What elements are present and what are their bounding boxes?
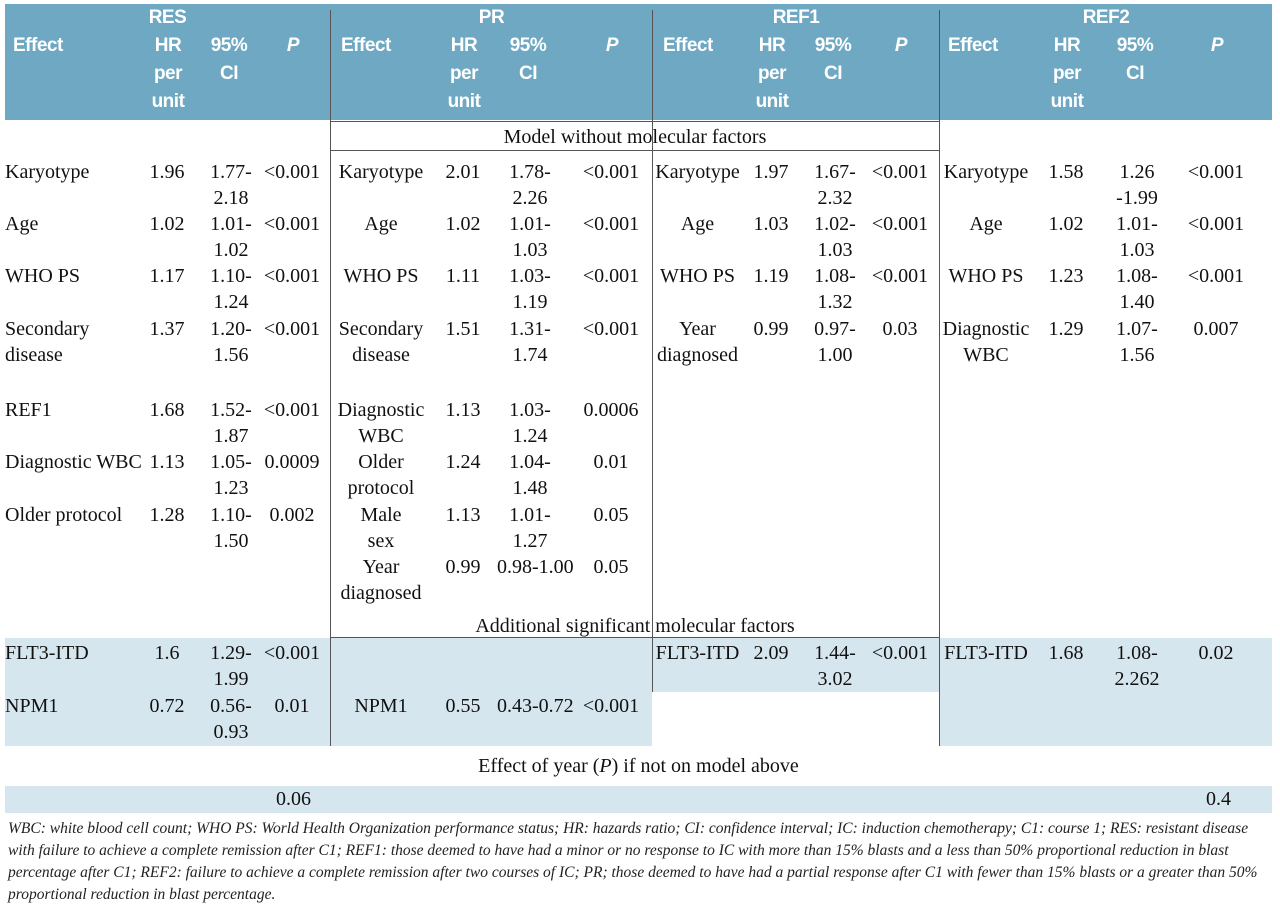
res-hr-cell: 1.6 (154, 642, 180, 664)
res-ci-cell: 1.77- (210, 161, 252, 183)
ref2-hr-cell: 1.02 (1048, 213, 1084, 235)
pr-p-cell: 0.0006 (583, 399, 639, 421)
res-p-cell: <0.001 (263, 642, 321, 664)
ref2-ci-cell: 1.08- (1116, 265, 1158, 287)
ref1-ci-header: CI (824, 63, 842, 84)
pr-effect-cell: Male (360, 504, 402, 526)
ref2-ci-cell: 1.03 (1119, 239, 1155, 261)
ref2-p-cell: <0.001 (1187, 265, 1245, 287)
ref1-ci-cell: 1.00 (817, 344, 853, 366)
res-ci-cell: 1.29- (210, 642, 252, 664)
divider-ref1-ref2 (939, 10, 940, 746)
ref2-effect-cell: Karyotype (943, 161, 1029, 183)
pr-ci-cell: 2.26 (512, 187, 548, 209)
pr-p-cell: 0.01 (593, 451, 629, 473)
pr-ci-cell: 1.27 (512, 530, 548, 552)
pr-effect-cell: WHO PS (343, 265, 419, 287)
res-p-cell: <0.001 (263, 161, 321, 183)
year-section-text: Effect of year (P) if not on model above (478, 755, 799, 777)
res-effect-cell: WHO PS (5, 265, 81, 287)
ref1-effect-cell: Age (680, 213, 715, 235)
ref2-p-cell: <0.001 (1187, 161, 1245, 183)
res-p-cell: 0.0009 (264, 451, 320, 473)
ref1-p-cell: <0.001 (871, 161, 929, 183)
res-ci-cell: 1.20- (210, 318, 252, 340)
pr-p-header: P (605, 35, 619, 56)
ref2-hr-cell: 1.23 (1048, 265, 1084, 287)
pr-group-title: PR (478, 7, 505, 28)
ref1-hr-header: per (757, 63, 787, 84)
ref1-hr-cell: 0.99 (753, 318, 789, 340)
ref2-ci-header: 95% (1116, 35, 1154, 56)
ref1-p-cell: <0.001 (871, 642, 929, 664)
ref1-ci-header: 95% (814, 35, 852, 56)
pr-ci-cell: 1.03 (512, 239, 548, 261)
res-hr-header: unit (151, 91, 185, 112)
ref1-ci-cell: 1.08- (814, 265, 856, 287)
res-ci-cell: 1.02 (213, 239, 249, 261)
res-ci-cell: 1.01- (210, 213, 252, 235)
pr-p-cell: <0.001 (582, 318, 640, 340)
pr-effect-cell: sex (367, 530, 395, 552)
res-ci-cell: 0.93 (213, 721, 249, 743)
pr-p-cell: <0.001 (582, 695, 640, 717)
pr-hr-cell: 1.13 (445, 504, 481, 526)
pr-effect-cell: Diagnostic (337, 399, 425, 421)
pr-hr-cell: 0.99 (445, 556, 481, 578)
res-effect-cell: Older protocol (5, 504, 123, 526)
pr-hr-header: per (449, 63, 479, 84)
res-ci-cell: 1.52- (210, 399, 252, 421)
ref1-p-cell: 0.03 (882, 318, 918, 340)
ref2-hr-header: unit (1050, 91, 1084, 112)
model-section-bottom-line (331, 150, 939, 151)
pr-ci-cell: 1.24 (512, 425, 548, 447)
res-p-cell: <0.001 (263, 399, 321, 421)
year-row-shade (5, 786, 1272, 813)
ref2-effect-cell: FLT3-ITD (944, 642, 1028, 664)
year-section-label (5, 753, 1272, 779)
res-p-cell: <0.001 (263, 265, 321, 287)
ref2-effect-cell: WBC (963, 344, 1009, 366)
ref2-ci-cell: 1.01- (1116, 213, 1158, 235)
molecular-section-label: Additional significant molecular factors (475, 615, 795, 637)
ref1-hr-cell: 1.03 (753, 213, 789, 235)
ref1-hr-header: HR (758, 35, 786, 56)
ref2-p-cell: 0.02 (1198, 642, 1234, 664)
res-p-cell: <0.001 (263, 213, 321, 235)
pr-effect-header: Effect (341, 35, 391, 56)
ref2-effect-cell: Age (969, 213, 1003, 235)
res-ci-cell: 1.99 (213, 668, 249, 690)
ref1-effect-cell: Karyotype (655, 161, 740, 183)
ref1-group-title: REF1 (772, 7, 820, 28)
ref1-effect-cell: Year (679, 318, 716, 340)
res-ci-cell: 2.18 (213, 187, 249, 209)
res-p-header: P (286, 35, 300, 56)
pr-effect-cell: Older (358, 451, 404, 473)
pr-p-cell: 0.05 (593, 504, 629, 526)
divider-pr-ref1 (652, 10, 653, 692)
pr-ci-cell: 1.31- (509, 318, 551, 340)
res-ci-cell: 1.50 (213, 530, 249, 552)
ref2-effect-header: Effect (948, 35, 998, 56)
ref1-hr-cell: 2.09 (753, 642, 789, 664)
ref2-p-cell: 0.007 (1193, 318, 1239, 340)
res-ci-cell: 1.24 (213, 291, 249, 313)
ref1-hr-header: unit (755, 91, 789, 112)
pr-ci-cell: 1.03- (509, 265, 551, 287)
model-section-label: Model without molecular factors (503, 126, 767, 148)
ref2-ci-cell: 1.07- (1116, 318, 1158, 340)
pr-ci-cell: 1.01- (509, 213, 551, 235)
pr-effect-cell: disease (352, 344, 410, 366)
res-group-title: RES (148, 7, 187, 28)
ref2-hr-cell: 1.29 (1048, 318, 1084, 340)
res-effect-cell: disease (5, 344, 63, 366)
res-ci-cell: 0.56- (210, 695, 252, 717)
ref1-effect-header: Effect (663, 35, 713, 56)
pr-effect-cell: WBC (358, 425, 404, 447)
res-ci-cell: 1.56 (213, 344, 249, 366)
res-effect-cell: Age (5, 213, 39, 235)
pr-hr-header: unit (447, 91, 481, 112)
res-ci-cell: 1.05- (210, 451, 252, 473)
res-hr-cell: 1.02 (149, 213, 185, 235)
pr-hr-cell: 1.24 (445, 451, 481, 473)
pr-p-cell: 0.05 (593, 556, 629, 578)
ref1-ci-cell: 1.67- (814, 161, 856, 183)
res-hr-header: per (153, 63, 183, 84)
res-hr-cell: 1.28 (149, 504, 185, 526)
ref2-hr-cell: 1.58 (1048, 161, 1084, 183)
pr-molecular-shade (331, 638, 652, 746)
pr-effect-cell: NPM1 (354, 695, 408, 717)
ref1-p-cell: <0.001 (871, 213, 929, 235)
res-effect-cell: Secondary (5, 318, 90, 340)
ref1-ci-cell: 1.02- (814, 213, 856, 235)
res-effect-cell: REF1 (5, 399, 52, 421)
model-section-line (331, 121, 939, 122)
pr-effect-cell: protocol (347, 477, 415, 499)
res-p-cell: 0.002 (269, 504, 315, 526)
res-hr-cell: 0.72 (149, 695, 185, 717)
res-ci-header: 95% (210, 35, 248, 56)
ref1-hr-cell: 1.19 (753, 265, 789, 287)
pr-hr-cell: 2.01 (445, 161, 481, 183)
pr-ci-cell: 1.01- (509, 504, 551, 526)
ref2-hr-header: HR (1053, 35, 1081, 56)
pr-ci-header: 95% (509, 35, 547, 56)
ref2-hr-header: per (1052, 63, 1082, 84)
ref2-ci-cell: 1.26 (1119, 161, 1155, 183)
pr-ci-cell: 0.98-1.00 (497, 556, 574, 578)
pr-ci-cell: 1.74 (512, 344, 548, 366)
pr-ci-cell: 1.48 (512, 477, 548, 499)
ref1-p-header: P (894, 35, 908, 56)
pr-hr-cell: 1.11 (445, 265, 481, 287)
ref1-ci-cell: 1.32 (817, 291, 853, 313)
ref2-hr-cell: 1.68 (1048, 642, 1084, 664)
pr-ci-cell: 0.43-0.72 (497, 695, 574, 717)
res-effect-cell: FLT3-ITD (5, 642, 89, 664)
pr-p-cell: <0.001 (582, 161, 640, 183)
ref2-ci-cell: 2.262 (1114, 668, 1160, 690)
res-p-cell: 0.01 (274, 695, 310, 717)
res-effect-cell: Diagnostic WBC (5, 451, 142, 473)
res-ci-cell: 1.10- (210, 504, 252, 526)
res-hr-cell: 1.13 (149, 451, 185, 473)
ref2-effect-cell: Diagnostic (942, 318, 1030, 340)
ref1-ci-cell: 1.44- (814, 642, 856, 664)
ref1-hr-cell: 1.97 (753, 161, 789, 183)
pr-ci-cell: 1.19 (512, 291, 548, 313)
res-ci-header: CI (220, 63, 238, 84)
ref1-ci-cell: 1.03 (817, 239, 853, 261)
pr-hr-cell: 1.02 (445, 213, 481, 235)
ref1-ci-cell: 0.97- (814, 318, 856, 340)
ref1-ci-cell: 3.02 (817, 668, 853, 690)
ref1-ci-cell: 2.32 (817, 187, 853, 209)
res-effect-cell: Karyotype (5, 161, 90, 183)
ref2-year-p: 0.4 (1206, 788, 1231, 810)
ref1-effect-cell: WHO PS (659, 265, 735, 287)
ref2-ci-cell: 1.56 (1119, 344, 1155, 366)
pr-hr-cell: 1.51 (445, 318, 481, 340)
res-ci-cell: 1.10- (210, 265, 252, 287)
ref2-ci-cell: -1.99 (1116, 187, 1158, 209)
pr-ci-header: CI (519, 63, 537, 84)
ref1-p-cell: <0.001 (871, 265, 929, 287)
pr-effect-cell: diagnosed (340, 582, 422, 604)
res-hr-header: HR (154, 35, 182, 56)
res-hr-cell: 1.68 (149, 399, 185, 421)
pr-ci-cell: 1.78- (509, 161, 551, 183)
pr-effect-cell: Year (362, 556, 400, 578)
footnote: WBC: white blood cell count; WHO PS: World Health Organization performance status; HR: hazards ratio; CI: confidence interval; IC: induction chemotherapy; C1: course 1; RES: resistant disease with failure to achieve a complete remission after C1; REF1: those deemed to have had a minor or no response to IC with more than 15% blasts and a less than 50% proportional reduction in blast percentage after C1; REF2: failure to achieve a complete remission after two courses of IC; PR; those deemed to have had a partial response after C1 with fewer than 15% blasts or a greater than 50% proportional reduction in blast percentage. (8, 820, 1258, 903)
pr-effect-cell: Secondary (338, 318, 424, 340)
res-hr-cell: 1.17 (149, 265, 185, 287)
res-ci-cell: 1.87 (213, 425, 249, 447)
ref2-p-header: P (1210, 35, 1224, 56)
ref2-p-cell: <0.001 (1187, 213, 1245, 235)
ref1-effect-cell: diagnosed (656, 344, 739, 366)
res-effect-header: Effect (13, 35, 63, 56)
res-p-cell: <0.001 (263, 318, 321, 340)
pr-ci-cell: 1.04- (509, 451, 551, 473)
pr-hr-header: HR (450, 35, 478, 56)
res-hr-cell: 1.37 (149, 318, 185, 340)
pr-effect-cell: Karyotype (338, 161, 424, 183)
res-hr-cell: 1.96 (149, 161, 185, 183)
ref2-group-title: REF2 (1082, 7, 1130, 28)
ref2-ci-cell: 1.40 (1119, 291, 1155, 313)
res-effect-cell: NPM1 (5, 695, 59, 717)
pr-hr-cell: 1.13 (445, 399, 481, 421)
ref2-ci-cell: 1.08- (1116, 642, 1158, 664)
pr-effect-cell: Age (364, 213, 398, 235)
pr-hr-cell: 0.55 (445, 695, 481, 717)
ref2-effect-cell: WHO PS (948, 265, 1024, 287)
pr-p-cell: <0.001 (582, 213, 640, 235)
ref1-effect-cell: FLT3-ITD (655, 642, 740, 664)
res-year-p: 0.06 (276, 788, 311, 810)
pr-p-cell: <0.001 (582, 265, 640, 287)
res-ci-cell: 1.23 (213, 477, 249, 499)
ref2-ci-header: CI (1126, 63, 1144, 84)
pr-ci-cell: 1.03- (509, 399, 551, 421)
